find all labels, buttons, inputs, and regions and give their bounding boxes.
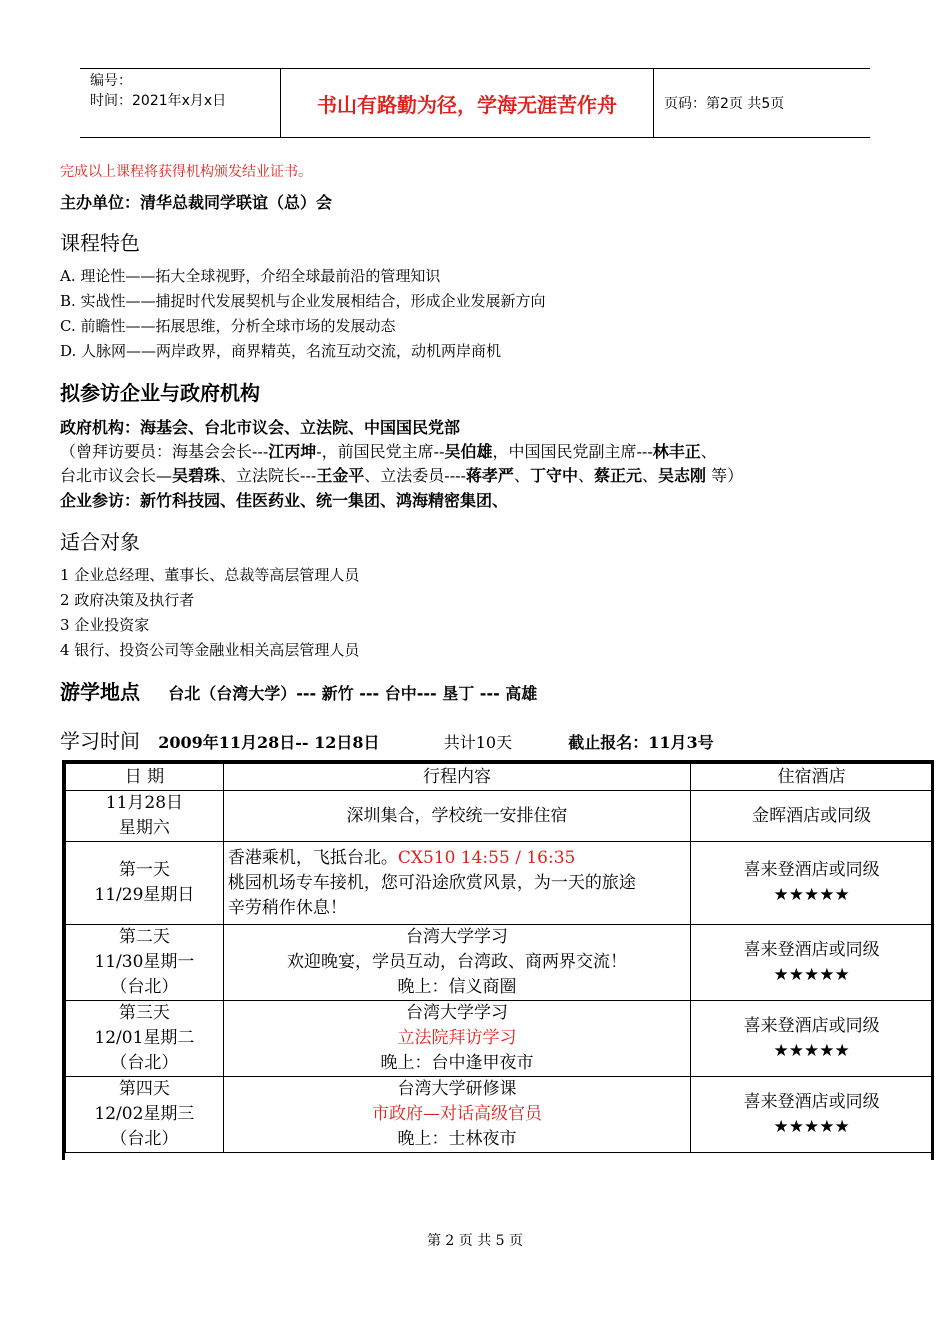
location-row: [60, 676, 537, 705]
date-line: 12/01星期二: [94, 1028, 195, 1048]
content-text: 香港乘机，飞抵台北。: [227, 847, 398, 868]
content-line: [226, 1026, 688, 1051]
location-value: 台北（台湾大学）--- 新竹 --- 台中--- 垦丁 --- 高雄: [168, 684, 538, 703]
date-line: （台北）: [110, 1129, 179, 1149]
content-line: [226, 1127, 688, 1152]
schedule-date-cell: [66, 791, 224, 842]
content-text: 台湾大学学习: [406, 1003, 509, 1023]
study-total: 共计10天: [443, 733, 513, 752]
content-text: 台湾大学学习: [406, 927, 509, 947]
content-text: 晚上：士林夜市: [397, 1129, 517, 1149]
audience-item: 4 银行、投资公司等金融业相关高层管理人员: [60, 641, 360, 659]
official-title-text: 台北市议会长—: [60, 466, 173, 485]
content-line: [226, 925, 688, 950]
schedule-hotel-cell: [691, 791, 933, 842]
content-text: 桃园机场专车接机，您可沿途欣赏风景，为一天的旅途: [227, 872, 636, 893]
date-line: 第一天: [118, 860, 170, 880]
content-line: [226, 1102, 688, 1127]
content-text: 辛劳稍作休息！: [227, 897, 347, 918]
audience-title: 适合对象: [60, 530, 140, 554]
col-header-date: 日 期: [66, 764, 224, 791]
schedule-row: [66, 1077, 933, 1153]
organizer: 主办单位：清华总裁同学联谊（总）会: [60, 193, 333, 212]
schedule-table: [62, 760, 938, 1160]
hotel-name: 金晖酒店或同级: [752, 805, 872, 826]
hotel-rating-stars: ★★★★★: [773, 1040, 850, 1061]
officials-line-1: [60, 439, 717, 462]
officials-line-2: [60, 463, 743, 486]
feature-item: C. 前瞻性——拓展思维，分析全球市场的发展动态: [60, 317, 396, 335]
official-name: 蔡正元: [593, 466, 642, 485]
content-line: [226, 975, 688, 1000]
content-text: 台湾大学研修课: [397, 1079, 517, 1099]
content-line: [226, 1077, 688, 1102]
official-title-text: 、: [577, 466, 594, 485]
hotel-rating-stars: ★★★★★: [773, 964, 850, 985]
schedule-hotel-cell: [691, 925, 933, 1001]
content-line: [228, 871, 688, 896]
schedule-grid: [65, 763, 933, 1153]
schedule-hotel-cell: [691, 842, 933, 925]
schedule-row: [66, 925, 933, 1001]
page-header: [80, 68, 870, 138]
content-text: 市政府—对话高级官员: [372, 1104, 543, 1124]
page-footer: 第 2 页 共 5 页: [426, 1233, 524, 1249]
registration-deadline: 截止报名：11月3号: [568, 733, 714, 752]
study-time-title: 学习时间: [60, 729, 140, 753]
official-title-text: ，中国国民党副主席---: [492, 442, 653, 461]
schedule-date-cell: [66, 1077, 224, 1153]
official-name: 丁守中: [529, 466, 578, 485]
official-title-text: 、: [513, 466, 530, 485]
time-label: 时间：2021年x月x日: [90, 93, 227, 109]
gov-visits: 政府机构：海基会、台北市议会、立法院、中国国民党部: [60, 418, 461, 437]
official-name: 林丰正: [652, 442, 701, 461]
date-line: 11/30星期一: [94, 952, 195, 972]
certificate-note: 完成以上课程将获得机构颁发结业证书。: [60, 164, 312, 180]
date-line: 第三天: [118, 1003, 170, 1023]
audience-item: 3 企业投资家: [60, 616, 150, 634]
schedule-content-cell: [223, 1001, 690, 1077]
col-header-content: 行程内容: [223, 764, 690, 791]
official-name: 吴伯雄: [444, 442, 493, 461]
visits-title: 拟参访企业与政府机构: [60, 381, 260, 405]
official-title-text: 、立法院长---: [220, 466, 317, 485]
content-text: 欢迎晚宴，学员互动，台湾政、商两界交流！: [287, 952, 628, 972]
hotel-name: 喜来登酒店或同级: [743, 1015, 880, 1036]
schedule-hotel-cell: [691, 1077, 933, 1153]
study-time-row: [60, 725, 714, 754]
feature-item: B. 实战性——捕捉时代发展契机与企业发展相结合，形成企业发展新方向: [60, 292, 546, 310]
content-text: 立法院拜访学习: [397, 1028, 517, 1048]
official-name: 江丙坤: [268, 442, 317, 461]
audience-item: 2 政府决策及执行者: [60, 591, 195, 609]
official-title-text: -，前国民党主席--: [316, 442, 445, 461]
location-title: 游学地点: [60, 680, 140, 704]
content-line: [226, 950, 688, 975]
feature-item: D. 人脉网——两岸政界，商界精英，名流互动交流，动机两岸商机: [60, 342, 502, 360]
date-line: （台北）: [110, 1053, 179, 1073]
official-name: 蒋孝严: [465, 466, 514, 485]
official-title-text: 等）: [706, 466, 744, 485]
official-title-text: 、: [642, 466, 659, 485]
date-line: 星期六: [118, 818, 170, 838]
features-title: 课程特色: [60, 231, 140, 255]
schedule-content-cell: [223, 791, 690, 842]
date-line: 第四天: [118, 1079, 170, 1099]
date-line: 第二天: [118, 927, 170, 947]
content-text: 晚上：信义商圈: [397, 977, 517, 997]
col-header-hotel: 住宿酒店: [691, 764, 933, 791]
content-line: [226, 804, 688, 829]
content-line: [226, 1001, 688, 1026]
schedule-row: [66, 791, 933, 842]
hotel-name: 喜来登酒店或同级: [743, 939, 880, 960]
header-meta: [80, 69, 280, 137]
schedule-content-cell: [223, 925, 690, 1001]
hotel-name: 喜来登酒店或同级: [743, 860, 880, 880]
schedule-row: [66, 842, 933, 925]
hotel-rating-stars: ★★★★★: [773, 885, 850, 905]
header-motto: 书山有路勤为径，学海无涯苦作舟: [280, 69, 654, 137]
schedule-date-cell: [66, 925, 224, 1001]
audience-item: 1 企业总经理、董事长、总裁等高层管理人员: [60, 566, 360, 584]
official-name: 吴志刚: [658, 466, 707, 485]
feature-item: A. 理论性——拓大全球视野，介绍全球最前沿的管理知识: [60, 267, 441, 285]
schedule-content-cell: [223, 842, 690, 925]
content-line: [228, 896, 688, 921]
content-line: [226, 1051, 688, 1076]
official-name: 王金平: [316, 466, 365, 485]
content-text: 晚上：台中逢甲夜市: [380, 1053, 534, 1073]
schedule-hotel-cell: [691, 1001, 933, 1077]
schedule-content-cell: [223, 1077, 690, 1153]
content-line: [228, 846, 688, 871]
study-dates: 2009年11月28日-- 12日8日: [158, 733, 380, 752]
header-page-label: 页码：第2页 共5页: [664, 96, 785, 112]
official-title-text: （曾拜访要员：海基会会长---: [60, 442, 269, 461]
date-line: 11月28日: [105, 793, 184, 813]
official-name: 吴碧珠: [172, 466, 221, 485]
content-text: 深圳集合，学校统一安排住宿: [346, 805, 568, 826]
date-line: 11/29星期日: [94, 885, 195, 905]
schedule-date-cell: [66, 1001, 224, 1077]
schedule-date-cell: [66, 842, 224, 925]
date-line: 12/02星期三: [94, 1104, 195, 1124]
schedule-row: [66, 1001, 933, 1077]
official-title-text: 、立法委员----: [364, 466, 466, 485]
number-label: 编号：: [90, 73, 132, 89]
hotel-rating-stars: ★★★★★: [773, 1116, 850, 1137]
date-line: （台北）: [110, 977, 179, 997]
company-visits: 企业参访：新竹科技园、佳医药业、统一集团、鸿海精密集团、: [60, 491, 509, 510]
flight-info: CX510 14:55 / 16:35: [397, 847, 576, 868]
official-title-text: 、: [700, 442, 717, 461]
hotel-name: 喜来登酒店或同级: [743, 1091, 880, 1112]
